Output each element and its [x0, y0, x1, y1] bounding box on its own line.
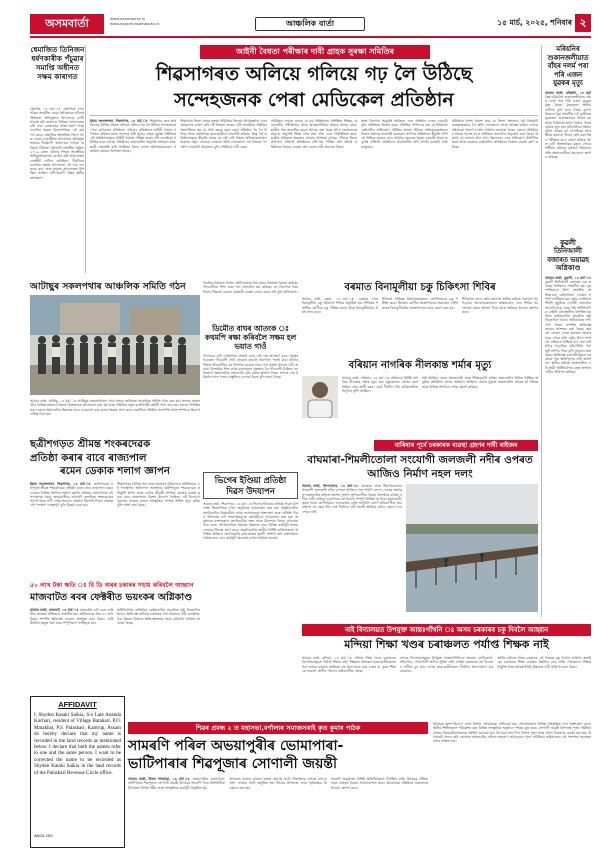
right-column: [541, 45, 591, 617]
shivaratri-banner: শিৱৰ প্ৰবন্ধ ২ ত মহাসভা,বৰ্ণাল্যৰ সমাজসৰাই কৃত কুমাৰ পাঠক: [128, 722, 428, 734]
fire-body: [30, 608, 200, 692]
shankar-column: শিৱসাগৰৰ বিভিন্ন সত্ৰ আৰু নামঘৰৰ পৰিচালনা সমিতিয়েও এই পদক্ষেপক অভিনন্দন জনাইছে। ছত্ৰীশগড়ত শংকৰদেৱৰ প্ৰতিমূৰ্তি স্থাপন আৰু তেওঁৰ জীৱনী সম্পৰ্কে প্ৰচাৰৰ ব্যৱস্থা কৰাৰ বাবে ৰাজ্যপালে বিশেষ উদ্যোগ লৈছিল। এই উদ্যোগে দুয়োখন ৰাজ্যৰ মাজৰ সাংস্কৃতিক সম্পৰ্ক অধিক সুদৃঢ় কৰিব বুলি আশা কৰা হৈছে।: [117, 482, 200, 508]
shankar-headline-line2: প্ৰতিষ্ঠা কৰাৰ বাবে ৰাজ্যপাল: [30, 452, 147, 464]
fire-headline: মাজবাটত ৰবৰ ফেক্টৰীত ভয়ংকৰ অগ্নিকাণ্ড: [30, 592, 193, 603]
right-body-top: আমাৰ বাৰ্তা, মৰিয়নি, ১৪ মাৰ্চ ঃ মৰিয়নিৰ শুকানজলীয়াত বাঁহৰ দলৰ্ম পৰা পৰি এজন যুৱকৰ মৃত্যু হৈছে। মৃতকজন স্থানীয় বাসিন্দা বুলি জনা গৈছে। বৃহস্পতিবাৰে পুৱা সংঘটিত এই দুৰ্ঘটনাত যুৱকজন গুৰুতৰভাৱে আহত হয় আৰু চিকিৎসালয়লৈ নিয়াৰ পথত তেওঁৰ মৃত্যু হয়। ঘটনাটোৱে অঞ্চলটোত শোকৰ ছাঁ পেলাইছে। আৰক্ষীয়ে মৃতদেহ উদ্ধাৰ কৰি মৰণোত্তৰ পৰীক্ষাৰ বাবে প্ৰেৰণ কৰিছে আৰু এটা অস্বাভাৱিক মৃত্যুৰ গোচৰ পঞ্জীয়ন কৰিছে। মৃতকৰ পৰিয়ালৰ প্ৰতি অঞ্চলবাসীয়ে সমবেদনা জ্ঞাপন কৰিছে।: [545, 90, 591, 159]
india-body: আমাৰ বাৰ্তা, শিৱসাগৰ, ১৪ মাৰ্চ ঃ ভিগেৰ ইণ্ডিয়াৰ প্ৰতিষ্ঠা দিৱস উপলক্ষে শিৱসাগৰত এখন অনুষ্ঠানৰ আয়োজন কৰা হয়। অনুষ্ঠানটোত সংগঠনটোৰ বিষয়ববীয়া আৰু সদস্যসকলে অংশগ্ৰহণ কৰে। প্ৰতিষ্ঠা দিৱস উপলক্ষে এটা সজাগতামূলক কাৰ্যসূচীৰো আয়োজন কৰা হয়। অনুষ্ঠানত বক্তাসকলে সংগঠনটোৰ লক্ষ্য আৰু উদ্দেশ্যৰ বিষয়ে আলোকপাত কৰে। সংগঠনটোৱে সমাজৰ উন্নয়নৰ বাবে বিভিন্ন কাৰ্যসূচী হাতত লোৱাৰ সিদ্ধান্ত গ্ৰহণ কৰে। অনুষ্ঠানটোত স্থানীয় বিশিষ্ট ব্যক্তিসকলো উপস্থিত আছিল। সংগঠনটোৰ কাম-কাজৰ ভূয়সী প্ৰশংসা কৰি বক্তাসকলে ভৱিষ্যতেও এনে কাৰ্যসূচী অব্যাহত ৰখাৰ আহ্বান জনায়।: [203, 502, 298, 541]
lead-headline-line2: সন্দেহজনক পেৰা মেডিকেল প্ৰতিষ্ঠান: [174, 89, 454, 111]
group-photo: [30, 295, 200, 395]
left-headline: ধেমাজিত তিনিজন ধৰ্ষণকাৰীক পঁচুৱাৰ সমাপ্তি অধীনত সক্ষম কাৰাগত: [30, 45, 85, 81]
obituary-column: শৰ্মা আছিল এজন সমাজসেৱী আৰু শিক্ষানুৰাগী ব্যক্তি। অঞ্চলটোৰ বিভিন্ন শৈক্ষিক অনুষ্ঠান প্ৰতিষ্ঠাত তেওঁৰ অৰিহণা আছিল। তেওঁৰ মৃত্যুত অঞ্চলটোত শোকৰ ছাঁ পৰিছে আৰু বিভিন্ন সংগঠনে শোক প্ৰকাশ কৰিছে।: [422, 376, 538, 389]
teacher-column: স্থানীয় ৰাইজে অসম চৰকাৰক এই বিষয়ত চকু দিবলৈ আহ্বান জনাইছে। চৰাঞ্চলৰ শিক্ষা ব্যৱস্থাৰ উন্নতিৰ বাবে অতি সোনকালে শিক্ষক নিযুক্তি আৰু আন্তঃগাঁথনি উন্নয়নৰ দাবী উত্থাপন কৰা হৈছে।: [497, 656, 591, 669]
affidavit-body: I, Shyden Kataki Saikia, S/o Late Ananda Kachari, resident of Village Batahari, P.O. Matakhat, P.S. Palashari, Kamrup, Assam do hereby declare that my name is recorded in the land records as mentioned below. I declare that both the names refer to one and the same person. I want to be corrected the name to be recorded as Shyden Kataki Saikia in the land records of the Palashari Revenue Circle office.: [34, 712, 121, 776]
youth-body: আমাৰ বাৰ্তা, আটাছু, ১৪ মাৰ্চ ঃ আটাছুৰ সকলপথাৰত এখন সভাৰ জৰিয়তে আঞ্চলিক সমিতি গঠন কৰা হয়। সভাত অঞ্চলটোৰ বিভিন্ন সমস্যাৰ বিষয়ে বিতংভাৱে আলোচনা কৰা হয় আৰু সমিতিৰ নতুন কাৰ্যনিৰ্বাহী কমিটি গঠন কৰা হয়। সভাত উপস্থিত থকা সকলে অঞ্চলটোৰ উন্নয়নৰ বাবে একেলগে কাম কৰাৰ সংকল্প গ্ৰহণ কৰে। নৱগঠিত সমিতিৰ সভাপতি আৰু সম্পাদক হিচাপে দায়িত্ব দিয়া হয়।: [30, 399, 200, 416]
bridge-photo: [406, 484, 538, 612]
eye-camp-headline: বৰমাত বিনামূলীয়া চকু চিকিৎসা শিবিৰ: [344, 282, 496, 293]
fire-column: আমাৰ বাৰ্তা, মাজবাট, ১৪ মাৰ্চ ঃ মাজবাটৰ এটা ৰবৰ ফেক্টৰীত ভয়ংকৰ অগ্নিকাণ্ড সংঘটিত হয়। অগ্নিকাণ্ডত প্ৰায় ৫০ লাখ টকাৰ সম্পত্তি ক্ষতিগ্ৰস্ত হোৱাৰ আশংকা কৰা হৈছে। ফেক্টৰীটোত মজুত থকা ৰবৰ সম্পূৰ্ণৰূপে ভস্মীভূত হয়।: [30, 608, 113, 625]
fire-column: অগ্নিনিৰ্বাপক বাহিনীয়ে কেইবাঘণ্টাৰ প্ৰচেষ্টাত জুই নিয়ন্ত্ৰণলৈ আনে। ক্ষতিগ্ৰস্ত মালিকে চৰকাৰৰ পৰা সাহায্যৰ দাবী জনাইছে। খণ্ড উন্নয়ন বিষয়াক ক্ষতিগ্ৰস্তজনক সহায় কৰিবলৈ আহ্বান জনোৱা হৈছে।: [117, 608, 200, 625]
masthead: [30, 14, 590, 42]
fire-dateline: আমাৰ বাৰ্তা, মাজবাট, ১৪ মাৰ্চ ঃ: [30, 608, 79, 612]
right-dateline-bottom: আমাৰ বাৰ্তা, কুৱলী, ১৪ মাৰ্চ ঃ: [545, 275, 591, 280]
youth-story: [30, 281, 200, 433]
contact-line: www.epaper.asombarta.in: [110, 21, 160, 26]
india-headline: ভিগেৰ ইণ্ডিয়া প্ৰতিষ্ঠা দিৱস উদযাপন: [214, 475, 287, 496]
shankar-body: [30, 482, 200, 578]
contact-line: www.asombarta.in: [110, 16, 146, 21]
eye-camp-story: [302, 281, 538, 391]
masthead-rule: [30, 36, 591, 38]
teacher-headline: মন্দিয়া শিক্ষা খণ্ডৰ চৰাঞ্চলত পৰ্যাপ্ত শিক্ষক নাই: [344, 638, 549, 651]
divider: [90, 115, 538, 116]
shankar-dateline: ইয়াৰ সংবাদদাতা, শিৱসাগৰ, ১৪ মাৰ্চ ঃ: [30, 482, 92, 486]
issue-date: ১৫ মাৰ্চ, ২০২৫, শনিবাৰ: [497, 18, 572, 27]
lead-dateline: ইয়াৰ সংবাদদাতা, শিৱসাগৰ, ১৪ মাৰ্চ ঃ: [90, 119, 149, 123]
lead-body: [90, 119, 538, 277]
shivaratri-column: উৎসৱত হাজাৰ হাজাৰ ভক্তৰ সমাগম ঘটে। শিৱপূজাৰ লগতে নাম-প্ৰসংগ, ভাওনা আদি অনুষ্ঠিত হয়। উৎসৱ উপলক্ষে এখন স্মৃতিগ্ৰন্থও উন্মোচন কৰা হয়।: [229, 777, 327, 790]
affidavit-footer: AB/24-25/1: [34, 834, 53, 838]
left-body: ধেমাজি, ১৪ মাৰ্চ ঃ ধেমাজিৰ এখন গাঁৱত সংঘটিত হোৱা ধৰ্ষণকাণ্ডৰ ঘটনাৰ তিনিজন অভিযুক্তক আদালতে দোষী সাব্যস্ত কৰি কাৰাদণ্ড বিহিছে। আদালতত চলি থকা মোকদ্দমাৰ সাক্ষ্য-প্ৰমাণ আৰু শুনানিৰ অন্তত বিচাৰপতিয়ে এই ৰায় দান কৰে। ধেমাজিৰ অতিৰিক্ত জিলা আৰু দায়ৰা ন্যায়াধীশৰ আদালতে অভিযুক্তসকলক দীৰ্ঘম্যাদী কাৰাদণ্ডৰ লগতে জৰিমনা বিহিছে। ঘটনাটো সংঘটিত হৈছিল ২০১৯ চনত। ঘটনাৰ পিছত আৰক্ষীয়ে অভিযুক্তসকলক গ্ৰেপ্তাৰ কৰি আদালতত চাৰ্জশ্বীট দাখিল কৰিছিল। দীৰ্ঘদিনৰ শুনানিৰ অন্তত আদালতে এই ৰায় দান কৰে। ৰায় দানৰ সময়ত আদালতত উপস্থিত আছিল বাদী-বিবাদী পক্ষৰ অধিবক্তাসকল।: [30, 107, 84, 180]
shankar-column: ইয়াৰ সংবাদদাতা, শিৱসাগৰ, ১৪ মাৰ্চ ঃ ছত্ৰীশগড়ত মহাপুৰুষ শ্ৰীমন্ত শংকৰদেৱক প্ৰতিষ্ঠা কৰাৰ বাবে ৰাজ্যপাল ৰমেন ডেকাক বিভিন্ন সংগঠনে শলাগ জ্ঞাপন কৰিছে। ৰাজ্যপালৰ এই পদক্ষেপক সমগ্ৰ অসমবাসীয়ে আদৰণি জনাইছে। শংকৰদেৱৰ আদৰ্শ আৰু বাণী দেশৰ অন্যান্য প্ৰান্তলৈ বিয়পাই দিয়াৰ ক্ষেত্ৰত এই পদক্ষেপ গুৰুত্বপূৰ্ণ বুলি উল্লেখ কৰা হয়।: [30, 482, 113, 508]
feature-story: [203, 281, 298, 471]
bridge-body: আমাৰ বাৰ্তা, শিলাপথাৰ, ১৪ মাৰ্চ ঃ বাঘমাৰা আৰু শিমলীতোলাৰ সংযোগী জলজলী নদীৰ ওপৰত আজিও দলং নিৰ্মাণ নহ'ল। দলঙৰ অভাৱত অঞ্চলটোৰ ৰাইজে অশেষ দুৰ্ভোগ ভুগিবলগীয়া হৈছে। বিশেষকৈ বাৰিষা নদীত পানী বাঢ়িলে দুয়োপাৰৰ যোগাযোগ সম্পূৰ্ণ বিচ্ছিন্ন হৈ পৰে। ছাত্ৰ-ছাত্ৰী, কৃষক আৰু ৰোগীসকলে সবাতোকৈ বেছি অসুবিধা ভোগ কৰিবলগীয়া হয়। ৰাইজে বহু বছৰ ধৰি দলং নিৰ্মাণৰ দাবী জনাই আহিছে যদিও কোনো ফল পোৱা নাই।: [302, 484, 402, 514]
masthead-logo: অসমবাৰ্তা: [30, 14, 104, 34]
fire-story: [30, 582, 200, 692]
shivaratri-headline-line2: ভাটিপাৰাৰ শিৱপূজাৰ সোণালী জয়ন্তী: [128, 756, 337, 772]
teacher-body: [302, 656, 591, 720]
shivaratri-side-column: উৎসৱৰ অংশ হিচাপে এখন বিশাল শোভাযাত্ৰা উলিওৱা হয়। শোভাযাত্ৰাত বিভিন্ন সাংস্কৃতিক দলে অংশগ্ৰহণ কৰে। স্থানীয় শিল্পীসকলে পৰিৱেশন কৰা বিভিন্ন সাংস্কৃতিক অনুষ্ঠানে দৰ্শকক মুগ্ধ কৰে। সোণালী জয়ন্তী উপলক্ষে পূজা সমিতিৰ প্ৰাক্তন বিষয়ববীয়াসকলক সম্বৰ্ধনা জনোৱা হয়। উৎসৱৰ শেষ দিনা বিশেষ পূজা আৰু প্ৰসাদ বিতৰণৰ ব্যৱস্থা কৰা হয়। উৎসৱটো সফল কৰি তোলাত অঞ্চলটোৰ ৰাইজে সহযোগ আগবঢ়ায়। পূজা সমিতিয়ে ভৱিষ্যতেও এই পৰম্পৰা অব্যাহত ৰখাৰ সংকল্প লয়।: [433, 722, 591, 744]
group-photo-image: [30, 295, 200, 395]
teacher-story: [302, 624, 591, 720]
lead-body-column: স্বাস্থ্য বিভাগৰ অনুমতি অবিহনে এনে প্ৰতিষ্ঠান চলাব নোৱাৰি বুলি সমিতিয়ে উল্লেখ কৰে। সমিতিৰ সম্পাদকে কয় যে ইতিমধ্যে কেইবাটাও অভিযোগ সমিতিৰ হাতত পৰিছে। অভিভাৱকসকলে নিজৰ সন্তানক নামভৰ্তি কৰোৱাৰ আগতে প্ৰতিষ্ঠানৰ স্বীকৃতি সম্পৰ্কে নিশ্চিত হোৱাৰ বাবে আহ্বান জনোৱা হৈছে। চৰকাৰী নিয়ম অনুসৰি প্ৰতিটো প্ৰতিষ্ঠানে প্ৰয়োজনীয় নথি প্ৰদৰ্শন কৰাটো বাধ্যতামূলক।: [361, 119, 448, 149]
teacher-banner: নাই বিদ্যালয়ত উপযুক্ত আন্তঃগাঁথনি ঃ অসম চৰকাৰৰ চকু দিবলৈ আহ্বান: [302, 624, 591, 636]
left-column: [30, 45, 86, 273]
india-headline-box: [203, 472, 298, 499]
teacher-column: আমাৰ বাৰ্তা, মন্দিয়া, ১৪ মাৰ্চ ঃ মন্দিয়া শিক্ষা খণ্ডৰ চৰাঞ্চলৰ বিদ্যালয়সমূহত পৰ্যাপ্ত শিক্ষক নাই। শিক্ষকৰ অভাৱত ছাত্ৰ-ছাত্ৰীসকলৰ পঢ়া-শুনাত ব্যাঘাত জন্মিছে। বহু বিদ্যালয়ত মাত্ৰ এজন বা দুজন শিক্ষকে সকলো শ্ৰেণীৰ পাঠদান কৰিবলগীয়া হৈছে।: [302, 656, 396, 673]
bridge-story: [302, 440, 538, 620]
lead-banner: আইনী বৈধতা পৰীক্ষাৰ দাবী গ্ৰাহক সুৰক্ষা সমিতিৰ: [200, 45, 430, 59]
shivaratri-headline-line1: সামৰণি পৰিল অভয়াপুৰীৰ ভোমাপাৰা-: [128, 738, 344, 754]
bridge-photo-image: [406, 484, 538, 612]
feature-headline: ডিমৌত বাঘৰ আতংক ঃ কথমপি ৰক্ষা কৰিবলৈ সক্ষম হল ভয়াত গাওঁ: [204, 324, 297, 351]
feature-body-top: ডিমৌৰ অঞ্চলত বিগত কেইদিনমানৰ পৰা বাঘৰ আতংক বিৰাজ কৰিছে। গাঁওবাসীয়ে নিশা ঘৰৰ পৰা ওলাবলৈ ভয় কৰিছে। বন বিভাগক খবৰ দিয়াৰ পিছতো কোনো কাৰ্যকৰী ব্যৱস্থা লোৱা হোৱা নাই বুলি অভিযোগ।: [203, 281, 298, 294]
lead-body-column: সমিতিয়ে লগতে জনায় যে বহু প্ৰতিষ্ঠানত প্ৰশিক্ষিত শিক্ষক, প্ৰয়োজনীয় পৰীক্ষাগাৰ আৰু আন্তঃগাঁথনিৰ অভাৱ আছে। ছাত্ৰ-ছাত্ৰীৰ পৰা অত্যধিক মাচুল আদায় কৰা হৈছে যদিও তেওঁলোকে মানদণ্ড অনুসৰি শিক্ষা লাভ কৰা নাই। এনে পৰিস্থিতিত ছাত্ৰ-ছাত্ৰীৰ ভৱিষ্যত অন্ধকাৰ হোৱাৰ আশংকা আছে। গতিকে জিলা প্ৰশাসনে প্ৰতিটো প্ৰতিষ্ঠানৰ নথি-পত্ৰ পৰীক্ষা কৰি অবৈধ প্ৰতিষ্ঠানৰ বিৰুদ্ধে ব্যৱস্থা গ্ৰহণ কৰাৰ দাবী জনোৱা হৈছে।: [270, 119, 358, 149]
eye-camp-column: শিবিৰত অভিজ্ঞ চিকিৎসকসকলে ৰোগীসকলৰ চকু পৰীক্ষা কৰে। যিসকল ৰোগীৰ অস্ত্ৰোপচাৰৰ প্ৰয়োজন সেইসকলক বিনামূলীয়াকৈ অস্ত্ৰোপচাৰৰ বাবে প্ৰেৰণ কৰা হয়।: [382, 297, 458, 310]
eye-camp-column: শিবিৰখন সফল কৰি তোলাত স্থানীয় ৰাইজে সহযোগ আগবঢ়ায়। আয়োজকসকলে ভৱিষ্যতেও এনে শিবিৰ আয়োজন কৰাৰ আশ্বাস দিয়ে আৰু ৰাইজক ধন্যবাদ জ্ঞাপন কৰে।: [462, 297, 538, 314]
bridge-dateline: আমাৰ বাৰ্তা, শিলাপথাৰ, ১৪ মাৰ্চ ঃ: [302, 484, 360, 488]
eye-camp-body: [302, 297, 538, 355]
lead-body-column: সমিতিয়ে আশা প্ৰকাশ কৰে যে জিলা প্ৰশাসনে এই বিষয়টো গুৰুত্বসহকাৰে লৈ অতি সোনকালে তদন্ত আৰম্ভ কৰিব। লগতে ৰাইজকো সজাগ হ'বলৈ আহ্বান জনোৱা হৈছে। কোনো প্ৰতিষ্ঠানৰ বিষয়ে সন্দেহ হ'লে সমিতিক জনাবলৈ অনুৰোধ কৰা হৈছে। উল্লেখ্য যে ৰাজ্যৰ আন আন জিলাতো এনে অভিযোগ উত্থাপিত হৈছে আৰু চৰকাৰে কেইবাটাও প্ৰতিষ্ঠানৰ বিৰুদ্ধে ব্যৱস্থা গ্ৰহণ কৰিছে।: [451, 119, 538, 149]
shivaratri-dateline: আমাৰ বাৰ্তা, উত্তৰ শালমাৰা, ১৪ মাৰ্চ ঃ: [128, 777, 191, 781]
right-dateline-top: আমাৰ বাৰ্তা, মৰিয়নি, ১৪ মাৰ্চ ঃ: [545, 90, 591, 99]
fire-note: ৫০ লাখ টকা ক্ষতি ঃ বি ডি অৰৰ চকাৰৰ সহায় কৰিবলৈ আহ্বান: [30, 582, 194, 589]
obituary-headline: বৰিয়ান নাগৰিক নীলকান্ত শৰ্মাৰ মৃত্যু: [348, 360, 492, 371]
right-body-bottom: আমাৰ বাৰ্তা, কুৱলী, ১৪ মাৰ্চ ঃ কুৱলী তিনিআলী বজাৰত এক ভয়াৱহ অগ্নিকাণ্ড সংঘটিত হয়। বৃহস্পতিবাৰে নিশা সংঘটিত অগ্নিকাণ্ডত কেইবাখনো দোকান সম্পূৰ্ণ ভস্মীভূত হয়। জুইৰ লেলিহান শিখাই মুহূৰ্ততে গোটেই বজাৰখন আগুৰি ধৰে। খবৰ পাই অগ্নিনিৰ্বাপক বাহিনী ঘটনাস্থলীত উপস্থিত হয় আৰু কেইবাঘণ্টাৰ প্ৰচেষ্টাত জুই নিয়ন্ত্ৰণলৈ আনে। অগ্নিকাণ্ডত লাখ লাখ টকাৰ সম্পত্তি ক্ষতিগ্ৰস্ত হোৱাৰ আশংকা কৰা হৈছে। অৱশ্যে কোনো লোক হতাহত হোৱাৰ খবৰ পোৱা নাই। জুইৰ উৎস সম্পৰ্কে এতিয়াও নিশ্চিত হ'ব পৰা নাই যদিও বৈদ্যুতিক চৰ্টচাৰ্কিটৰ পৰা জুই লাগিব পাৰে বুলি অনুমান কৰা হৈছে। ক্ষতিগ্ৰস্ত ব্যৱসায়ীসকলে চৰকাৰৰ পৰা ক্ষতিপূৰণৰ দাবী জনাইছে। স্থানীয় ৰাইজে অঞ্চলটোত এটা স্থায়ী অগ্নিনিৰ্বাপক কেন্দ্ৰ স্থাপনৰ দাবীও উত্থাপন কৰিছে।: [545, 275, 591, 375]
feature-body: গাঁওখনৰ এটা গোহালিত সোমাই বাঘে এটা গৰু আক্ৰমণ কৰে। গৃহস্থৰ চিঞৰত গাঁওবাসী গোট খোৱাত বাঘটো অৰণ্যলৈ পলাই যায়। ঘটনাৰ পিছত গাঁওবাসীয়ে বন বিভাগৰ ওচৰত বাঘৰ পৰা সুৰক্ষা প্ৰদানৰ দাবী জনায়। বিশেষকৈ শিশু আৰু বৃদ্ধসকলৰ সুৰক্ষাক লৈ গাঁওবাসী চিন্তিত। বন বিভাগে অঞ্চলটোত নজৰদাৰি বৃদ্ধি কৰাৰ আশ্বাস দিছে। লগতে বাঘ ধৰিবলৈ ফান্দ পতাৰ প্ৰস্তুতিও চলোৱা হৈছে বুলি জনা গৈছে।: [203, 354, 298, 380]
shankar-headline-line1: ছত্ৰীশগড়ত শ্ৰীমন্ত শংকৰদেৱক: [30, 439, 151, 450]
obituary-portrait: [302, 376, 338, 418]
eye-camp-column: আমাৰ বাৰ্তা, বৰমা, ১৪ মাৰ্চ ঃ বৰমাত এখন বিনামূলীয়া চকু চিকিৎসা শিবিৰ অনুষ্ঠিত হয়। শিবিৰত শতাধিক ৰোগীয়ে চকু পৰীক্ষা কৰায় আৰু বিনামূলীয়াকৈ ঔষধ লাভ কৰে।: [302, 297, 378, 314]
shankar-headline-line3: ৰমেন ডেকাক শলাগ জ্ঞাপন: [60, 466, 170, 477]
shivaratri-body: [128, 777, 428, 847]
right-headline-top: মৰিয়নিৰ শুকানজলীয়াত বাঁহৰ দলৰ্ম পৰা পৰি এজন যুৱকৰ মৃত্যু: [547, 45, 589, 87]
lead-headline-line1: শিৱসাগৰত অলিয়ে গলিয়ে গঢ় লৈ উঠিছে: [155, 63, 473, 85]
lead-story: [90, 45, 538, 277]
obituary-body: [302, 376, 538, 438]
masthead-contact: [110, 16, 160, 26]
section-label: আঞ্চলিক বাৰ্তা: [255, 17, 365, 31]
affidavit: [30, 696, 125, 848]
lead-body-column: ইয়াৰ সংবাদদাতা, শিৱসাগৰ, ১৪ মাৰ্চ ঃ শিৱসাগৰ চহৰ তথা জিলাৰ বিভিন্ন প্ৰান্তত অলিয়ে গলিয়ে গঢ় লৈ উঠিছে সন্দেহজনক পেৰা মেডিকেল প্ৰতিষ্ঠান। এইবোৰ প্ৰতিষ্ঠানৰ আইনী বৈধতা সম্পৰ্কত ৰাইজৰ মনত সন্দেহৰ সৃষ্টি হৈছে। গ্ৰাহক সুৰক্ষা সমিতিয়ে এই প্ৰতিষ্ঠানসমূহৰ আইনী বৈধতা পৰীক্ষা কৰাৰ দাবী জনাইছে। সমিতিৰ মতে বহুতো প্ৰতিষ্ঠানে প্ৰয়োজনীয় অনুমতি অবিহনে ছাত্ৰ-ছাত্ৰী নামভৰ্তি কৰি আহিছে। ইয়াৰ ফলত অভিভাৱকসকল প্ৰতাৰিত হোৱাৰ আশংকা আছে।: [90, 119, 177, 154]
shivaratri-column: আমাৰ বাৰ্তা, উত্তৰ শালমাৰা, ১৪ মাৰ্চ ঃ অভয়াপুৰীৰ ভোমাপাৰা-ভাটিপাৰাৰ শিৱপূজাৰ সোণালী জয়ন্তী উৎসৱৰ সামৰণি পৰে। তিনিদিনীয়া উৎসৱত বিভিন্ন ধৰ্মীয় আৰু সাংস্কৃতিক কাৰ্যসূচী অনুষ্ঠিত হয়।: [128, 777, 226, 790]
shivaratri-column: সামৰণি অনুষ্ঠানত বিশিষ্ট অতিথিসকলে উপস্থিত থাকি উৎসৱৰ ঐতিহ্য আৰু গুৰুত্বৰ বিষয়ে আলোকপাত কৰে। আয়োজক সমিতিয়ে সকলোকে ধন্যবাদ জ্ঞাপন কৰে।: [330, 777, 428, 790]
page-number: ২: [575, 14, 591, 32]
obituary-portrait-image: [302, 376, 338, 418]
bridge-headline: বাঘমাৰা-শিমলীতোলা সংযোগী জলজলী নদীৰ ওপৰত আজিও নিৰ্মাণ নহল দলং: [307, 454, 533, 480]
affidavit-title: AFFIDAVIT: [58, 700, 97, 709]
india-story: [203, 472, 298, 672]
shivaratri-story: [128, 722, 591, 848]
teacher-column: লগতে বিদ্যালয়সমূহত উপযুক্ত আন্তঃগাঁথনিৰো অভাৱ। শ্ৰেণীকোঠা, শৌচাগাৰ, খোৱাপানী আদিৰ সুবিধা নাই। বাৰিষা চৰাঞ্চলৰ বহু বিদ্যালয় পানীত বুৰ যায়। ফলত ছাত্ৰ-ছাত্ৰীসকলে দীৰ্ঘদিন বিদ্যালয়লৈ যাব নোৱাৰে।: [399, 656, 494, 673]
youth-headline: আটাছুৰ সকলপথাৰ আঞ্চলিক সমিতি গঠন: [30, 281, 186, 292]
bridge-banner: বাৰিষাৰ পূৰ্বে চৰকাৰক ব্যৱস্থা গ্ৰহণৰ দাবী ৰাইজৰ: [374, 440, 538, 451]
obituary-column: আমাৰ বাৰ্তা, বৰিয়ান, ১৪ মাৰ্চ ঃ বৰিয়ানৰ বিশিষ্ট নাগৰিক নীলকান্ত শৰ্মাৰ মৃত্যু হয়। মৃত্যুকালত তেওঁৰ বয়স হৈছিল প্ৰায় আশী বছৰ। তেওঁ দীৰ্ঘদিন ধৰি বাৰ্ধক্যজনিত অসুখত ভুগি আছিল।: [342, 376, 418, 393]
lead-body-column: শিৱসাগৰ জিলা গ্ৰাহক সুৰক্ষা সমিতিয়ে জিলাৰ উপায়ুক্তলৈ এখন স্মাৰকপত্ৰ প্ৰেৰণ কৰি এই বিষয়ত তদন্তৰ দাবী জনাইছে। সমিতিৰ সভাপতিয়ে কয় যে প্ৰতি বছৰে নতুন নতুন প্ৰতিষ্ঠান গঢ় লৈ উঠিছে আৰু বহুসংখ্যক ছাত্ৰ-ছাত্ৰীয়ে নামভৰ্তি কৰিছে। কিন্তু এই প্ৰতিষ্ঠানসমূহৰ স্বীকৃতি আছে নে নাই সেই বিষয়ে অভিভাৱকসকল অৱগত নহয়। সেয়েহে চৰকাৰে অতি সোনকালে এই বিষয়ত পদক্ষেপ লোৱাটো প্ৰয়োজন বুলি সমিতিয়ে দাবী কৰে।: [180, 119, 267, 149]
right-headline-bottom: কুৱলী তিনিআলী বজাৰত ভয়াৱহ অগ্নিকাণ্ড: [547, 238, 589, 272]
shankar-story: [30, 438, 200, 578]
